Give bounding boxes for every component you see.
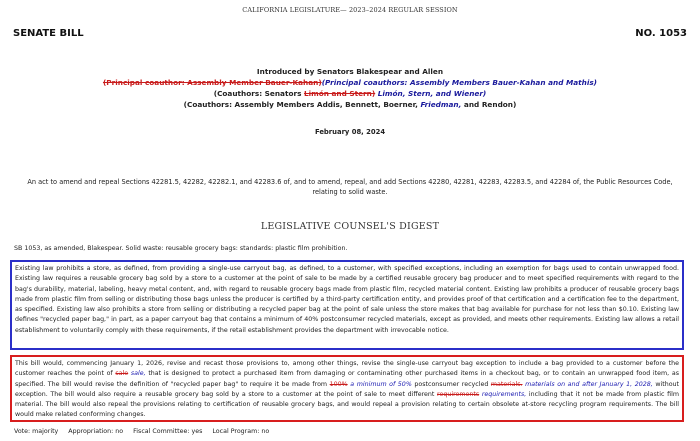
fiscal-committee-status: Fiscal Committee: yes	[133, 428, 203, 435]
local-program-status: Local Program: no	[212, 428, 270, 435]
vote-info	[14, 428, 277, 435]
assembly-coauthors-suffix: and Rendon)	[461, 100, 517, 109]
digest-subject-line: SB 1053, as amended, Blakespear. Solid waste: reusable grocery bags: standards: plastic film prohibition.	[14, 245, 348, 252]
bill-date: February 08, 2024	[314, 128, 386, 136]
struck-text: 100%	[329, 380, 348, 388]
struck-principal-coauthor: (Principal coauthor: Assembly Member Bauer-Kahan)	[102, 78, 322, 87]
existing-law-text: Existing law prohibits a store, as defined, from providing a single-use carryout bag, as defined, to a customer, with specified exceptions, including an exemption for bags used to contain unwrapped food. Existing law requires a reusable grocery bag sold by a store to a customer at the point of sale to be made by a certified reusable grocery bag producer and to meet specified requirements with regard to the bag's durability, material, labeling, heavy metal content, and, with regard to reusable grocery bags made from plastic film, recycled material content. Existing law prohibits a producer of reusable grocery bags made from plastic film from selling or distributing those bags unless the producer is certified by a third-party certification entity, and provides proof of that certification and a certification fee to the department, as specified. Existing law also prohibits a store from selling or distributing a recycled paper bag at the point of sale unless the store makes that bag available for purchase for not less than $0.10. Existing law defines "recycled paper bag," in part, as a paper carryout bag that contains a minimum of 40% postconsumer recycled materials, except as provided, and meets other requirements. Existing law allows a retail establishment to voluntarily comply with these requirements, if the retail establishment provides the department with irrevocable notice.	[15, 265, 679, 334]
bill-text-part: postconsumer recycled	[411, 380, 491, 388]
struck-text: materials.	[490, 380, 523, 388]
inserted-text: requirements,	[481, 390, 527, 398]
bill-title-row	[13, 28, 687, 42]
bill-text-part: without exception. The bill would also require a reusable grocery bag sold by a store to a customer at the point of sale to meet different	[15, 380, 680, 398]
session-header: CALIFORNIA LEGISLATURE— 2023–2024 REGULAR SESSION	[242, 6, 458, 14]
inserted-assembly-coauthor: Friedman,	[420, 100, 462, 109]
introduced-by-line: Introduced by Senators Blakespear and Allen	[256, 67, 444, 76]
vote-requirement: Vote: majority	[14, 428, 59, 435]
act-title: An act to amend and repeal Sections 42281.5, 42282, 42282.1, and 42283.6 of, and to amend, repeal, and add Sections 42280, 42281, 42283, 42283.5, and 42284 of, the Public Resources Code, relating to solid waste.	[27, 178, 673, 196]
senate-coauthors-line	[0, 89, 700, 98]
inserted-text: sale,	[130, 370, 146, 378]
bill-text-part: including that it not be made from plastic film material. The bill would also repeal the provisions relating to certification of reusable grocery bags, and would repeal a provision relating to certain obsolete at-store recycling program requirements. The bill would make related conforming changes.	[15, 390, 679, 419]
inserted-senate-coauthors: Limón, Stern, and Wiener)	[377, 89, 487, 98]
bill-number: NO. 1053	[635, 28, 687, 39]
appropriation-status: Appropriation: no	[68, 428, 124, 435]
assembly-coauthors-prefix: (Coauthors: Assembly Members Addis, Bennett, Boerner,	[183, 100, 421, 109]
assembly-coauthors-line	[0, 100, 700, 109]
struck-senate-coauthors: Limón and Stern)	[303, 89, 376, 98]
digest-heading: LEGISLATIVE COUNSEL'S DIGEST	[260, 221, 440, 232]
bill-text-part: that is designed to protect a purchased item from damaging or contaminating other purchased items in a checkout bag, or to contain an unwrapped food item, as specified. The bill would revise the definition of "recycled paper bag" to require it be made from	[15, 370, 679, 388]
inserted-text: a minimum of 50%	[350, 380, 412, 388]
principal-coauthor-line	[0, 78, 700, 87]
struck-text: sale	[115, 370, 129, 378]
bill-type: SENATE BILL	[13, 28, 84, 39]
inserted-text: materials on and after January 1, 2028,	[525, 380, 653, 388]
bill-text-part: This bill would, commencing January 1, 2026, revise and recast those provisions to, among other things, revise the single-use carryout bag exception to include a bag provided to a customer before the customer reaches the point of	[15, 360, 679, 378]
senate-coauthors-prefix: (Coauthors: Senators	[213, 89, 304, 98]
struck-text: requirements	[437, 390, 480, 398]
existing-law-box	[10, 260, 684, 350]
bill-would-box	[10, 355, 684, 422]
inserted-principal-coauthors: (Principal coauthors: Assembly Members Bauer-Kahan and Mathis)	[321, 78, 598, 87]
